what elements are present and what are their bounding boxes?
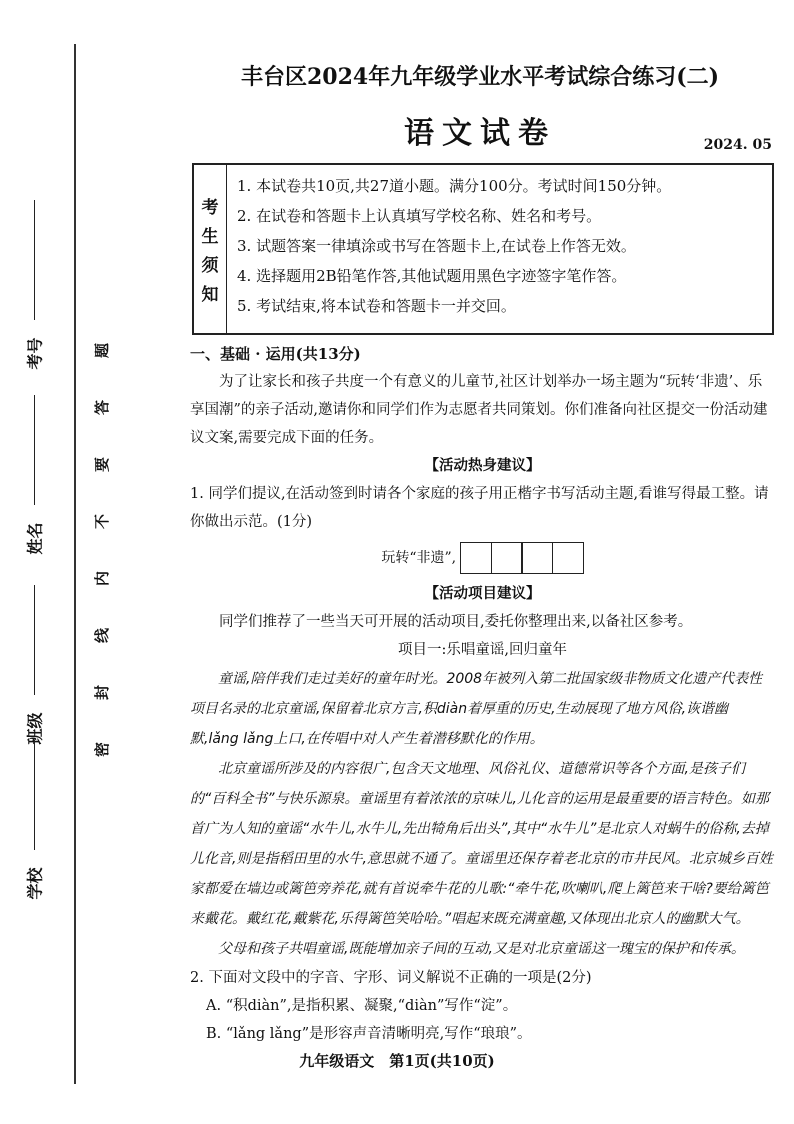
section-intro: 为了让家长和孩子共度一个有意义的儿童节,社区计划举办一场主题为“玩转‘非遗’、乐享国潮”的亲子活动,邀请你和同学们作为志愿者共同策划。你们准备向社区提交一份活动建议文案,需要完成下面的任务。: [190, 374, 768, 446]
school-label: 学校: [25, 867, 45, 900]
question-1: 1. 同学们提议,在活动签到时请各个家庭的孩子用正楷字书写活动主题,看谁写得最工整。请你做出示范。(1分): [190, 486, 769, 530]
projects-intro: 同学们推荐了一些当天可开展的活动项目,委托你整理出来,以备社区参考。: [219, 614, 693, 630]
page-footer: 九年级语文 第1页(共10页): [299, 1052, 495, 1070]
binding-line: [74, 44, 76, 1084]
notice-side-label: 考 生 须 知: [194, 165, 227, 333]
paper-title: 语文试卷: [404, 116, 556, 151]
question-2-option-a: A. “积diàn”,是指积累、凝聚,“diàn”写作“淀”。: [206, 998, 518, 1014]
candidate-notice-box: [192, 163, 774, 335]
exam-number-label: 考号: [25, 337, 45, 370]
writing-cell[interactable]: [521, 542, 553, 574]
class-line: [34, 585, 35, 695]
exam-number-field[interactable]: [16, 200, 52, 370]
name-line: [34, 395, 35, 505]
binding-char: 不: [93, 513, 112, 530]
notice-item: 1. 本试卷共10页,共27道小题。满分100分。考试时间150分钟。: [237, 177, 672, 195]
exam-title: 丰台区2024年九年级学业水平考试综合练习(二): [240, 64, 720, 90]
binding-char: 线: [93, 627, 112, 644]
exam-number-line: [34, 200, 35, 320]
passage-paragraph-1: 童谣,陪伴我们走过美好的童年时光。2008年被列入第二批国家级非物质文化遗产代表性项目名录的北京童谣,保留着北京方言,积diàn着厚重的历史,生动展现了地方风俗,诙谐幽默,lǎng lǎng上口,在传唱中对人产生着潜移默化的作用。: [190, 671, 763, 747]
writing-cell[interactable]: [460, 542, 492, 574]
writing-cell[interactable]: [491, 542, 523, 574]
binding-char: 密: [93, 741, 112, 758]
question-2-option-b: B. “lǎng lǎng”是形容声音清晰明亮,写作“琅琅”。: [206, 1026, 532, 1042]
section-basics: [190, 340, 775, 1048]
notice-item: 4. 选择题用2B铅笔作答,其他试题用黑色字迹签字笔作答。: [237, 267, 627, 285]
binding-char: 题: [93, 342, 112, 359]
passage-paragraph-3: 父母和孩子共唱童谣,既能增加亲子间的互动,又是对北京童谣这一瑰宝的保护和传承。: [218, 941, 745, 957]
class-field[interactable]: [16, 585, 52, 745]
school-line: [34, 740, 35, 850]
name-field[interactable]: [16, 395, 52, 555]
name-label: 姓名: [25, 522, 45, 555]
writing-cell[interactable]: [552, 542, 584, 574]
notice-item: 2. 在试卷和答题卡上认真填写学校名称、姓名和考号。: [237, 207, 602, 225]
subheading-warmup: 【活动热身建议】: [424, 457, 541, 474]
notice-item: 3. 试题答案一律填涂或书写在答题卡上,在试卷上作答无效。: [237, 237, 636, 255]
binding-char: 内: [93, 570, 112, 587]
binding-notice: [88, 340, 116, 760]
notice-list: [227, 165, 772, 333]
passage-paragraph-2: 北京童谣所涉及的内容很广,包含天文地理、风俗礼仪、道德常识等各个方面,是孩子们的“百科全书”与快乐源泉。童谣里有着浓浓的京味儿,儿化音的运用是最重要的语言特色。如那首广为人知的童谣“水牛儿,水牛儿,先出犄角后出头”,其中“水牛儿”是北京人对蜗牛的俗称,去掉儿化音,则是指稻田里的水牛,意思就不通了。童谣里还保存着老北京的市井民风。北京城乡百姓家都爱在墙边或篱笆旁养花,就有首说牵牛花的儿歌:“牵牛花,吹喇叭,爬上篱笆来干啥?要给篱笆来戴花。戴红花,戴紫花,乐得篱笆笑哈哈。”唱起来既充满童趣,又体现出北京人的幽默大气。: [190, 761, 773, 927]
binding-char: 封: [93, 684, 112, 701]
section-title: 一、基础 · 运用(共13分): [190, 345, 361, 363]
subheading-projects: 【活动项目建议】: [424, 585, 541, 602]
class-label: 班级: [25, 712, 45, 745]
writing-grid: [190, 538, 775, 578]
exam-date: 2024. 05: [703, 137, 772, 153]
binding-char: 答: [93, 399, 112, 416]
school-field[interactable]: [16, 740, 52, 900]
notice-item: 5. 考试结束,将本试卷和答题卡一并交回。: [237, 297, 516, 315]
binding-char: 要: [93, 456, 112, 473]
project-1-title: 项目一:乐唱童谣,回归童年: [398, 642, 567, 658]
writing-prompt: 玩转“非遗”,: [381, 550, 457, 566]
question-2: 2. 下面对文段中的字音、字形、词义解说不正确的一项是(2分): [190, 970, 592, 986]
